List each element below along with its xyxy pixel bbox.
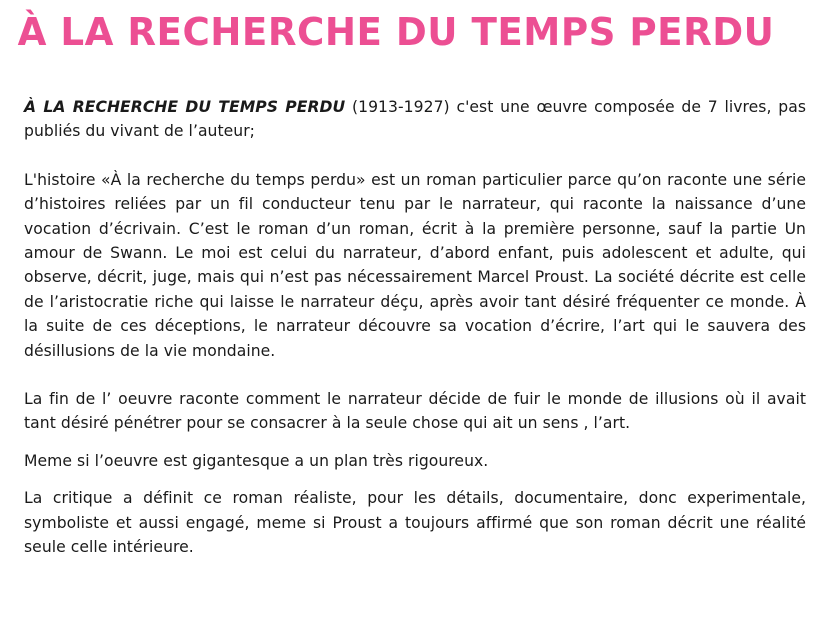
critique-paragraph: La critique a définit ce roman réaliste, pour les détails, documentaire, donc experimentale, symboliste et aussi engagé, meme si Proust a toujours affirmé que son roman décrit une réalité seule celle intérieure. [24,489,806,557]
structure-paragraph: Meme si l’oeuvre est gigantesque a un plan très rigoureux. [24,451,489,470]
page-title: À LA RECHERCHE DU TEMPS PERDU [17,10,775,54]
ending-paragraph: La fin de l’ oeuvre raconte comment le narrateur décide de fuir le monde de illusions où il avait tant désiré pénétrer pour se consacrer à la seule chose qui ait un sens , l’art. [24,390,806,433]
intro-paragraph [24,95,806,144]
document-body [24,95,806,560]
intro-text: (1913-1927) c'est une œuvre composée de 7 livres, pas publiés du vivant de l’auteur; [24,98,806,141]
book-title: À LA RECHERCHE DU TEMPS PERDU [24,98,346,116]
story-paragraph: L'histoire «À la recherche du temps perdu» est un roman particulier parce qu’on raconte une série d’histoires reliées par un fil conducteur tenu par le narrateur, qui raconte la naissance d’une vocation d’écrivain. C’est le roman d’un roman, écrit à la première personne, sauf la partie Un amour de Swann. Le moi est celui du narrateur, d’abord enfant, puis adolescent et adulte, qui observe, décrit, juge, mais qui n’est pas nécessairement Marcel Proust. La société décrite est celle de l’aristocratie riche qui laisse le narrateur déçu, après avoir tant désiré fréquenter ce monde. À la suite de ces déceptions, le narrateur découvre sa vocation d’écrire, l’art qui le sauvera des désillusions de la vie mondaine. [24,170,806,360]
